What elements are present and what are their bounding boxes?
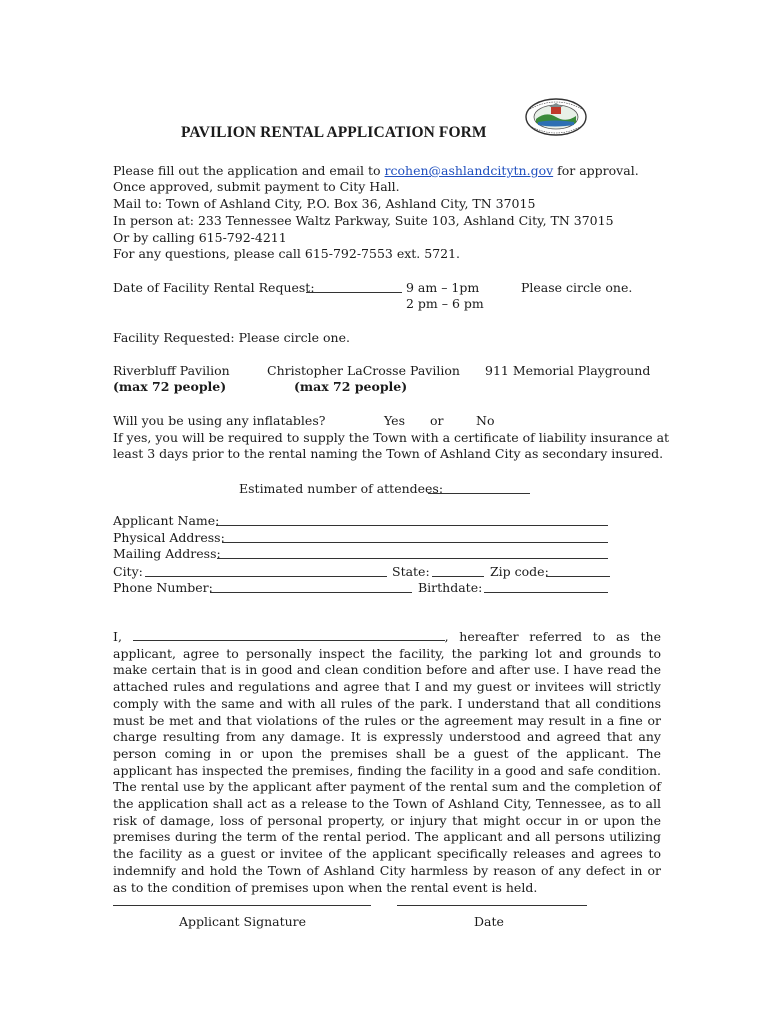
facility-option-lacrosse[interactable]: Christopher LaCrosse Pavilion bbox=[267, 363, 460, 378]
attendees-blank[interactable] bbox=[428, 482, 530, 494]
physical-address-field[interactable] bbox=[222, 531, 608, 543]
intro-line-email bbox=[113, 163, 639, 179]
attendees-label: Estimated number of attendees: bbox=[239, 481, 444, 496]
agreement-paragraph bbox=[113, 629, 661, 896]
applicant-signature-label: Applicant Signature bbox=[179, 914, 307, 929]
facility-option-playground[interactable]: 911 Memorial Playground bbox=[485, 363, 651, 378]
mailing-address-field[interactable] bbox=[217, 547, 608, 559]
state-field[interactable] bbox=[432, 565, 484, 577]
physical-address-label: Physical Address: bbox=[113, 530, 225, 545]
inflatables-yes[interactable]: Yes bbox=[384, 413, 405, 428]
inflatables-note-2: least 3 days prior to the rental naming the Town of Ashland City as secondary insured. bbox=[113, 446, 664, 461]
city-label: City: bbox=[113, 564, 143, 579]
form-title: PAVILION RENTAL APPLICATION FORM bbox=[181, 124, 487, 141]
applicant-name-label: Applicant Name: bbox=[113, 513, 220, 528]
signature-date-label: Date bbox=[474, 914, 504, 929]
facility-capacity-riverbluff: (max 72 people) bbox=[113, 379, 227, 394]
zip-label: Zip code: bbox=[490, 564, 549, 579]
town-seal-logo-icon bbox=[524, 97, 588, 137]
intro-line-payment: Once approved, submit payment to City Hall. bbox=[113, 179, 400, 194]
signature-date-line[interactable] bbox=[397, 905, 587, 906]
date-request-label: Date of Facility Rental Request: bbox=[113, 280, 315, 295]
phone-label: Phone Number: bbox=[113, 580, 213, 595]
agreement-prefix: I, bbox=[113, 629, 122, 644]
birthdate-label: Birthdate: bbox=[418, 580, 483, 595]
date-request-note: Please circle one. bbox=[521, 280, 633, 295]
inflatables-no[interactable]: No bbox=[476, 413, 495, 428]
email-link[interactable]: rcohen@ashlandcitytn.gov bbox=[384, 163, 554, 178]
facility-option-riverbluff[interactable]: Riverbluff Pavilion bbox=[113, 363, 230, 378]
birthdate-field[interactable] bbox=[484, 581, 608, 593]
inflatables-note-1: If yes, you will be required to supply the Town with a certificate of liability insurance at bbox=[113, 430, 670, 445]
intro-line-phone: Or by calling 615-792-4211 bbox=[113, 230, 287, 245]
time-option-morning[interactable]: 9 am – 1pm bbox=[406, 280, 480, 295]
applicant-name-field[interactable] bbox=[216, 514, 608, 526]
facility-capacity-lacrosse: (max 72 people) bbox=[294, 379, 408, 394]
intro-line-mail: Mail to: Town of Ashland City, P.O. Box 36, Ashland City, TN 37015 bbox=[113, 196, 536, 211]
state-label: State: bbox=[392, 564, 430, 579]
time-option-afternoon[interactable]: 2 pm – 6 pm bbox=[406, 296, 484, 311]
inflatables-question: Will you be using any inflatables? bbox=[113, 413, 326, 428]
date-request-blank[interactable] bbox=[306, 281, 402, 293]
intro-text: for approval. bbox=[553, 163, 639, 178]
zip-field[interactable] bbox=[546, 565, 610, 577]
facility-label: Facility Requested: Please circle one. bbox=[113, 330, 350, 345]
agreement-name-blank[interactable] bbox=[133, 629, 445, 641]
applicant-signature-line[interactable] bbox=[113, 905, 371, 906]
intro-text: Please fill out the application and email to bbox=[113, 163, 385, 178]
city-field[interactable] bbox=[145, 565, 387, 577]
intro-line-in-person: In person at: 233 Tennessee Waltz Parkway, Suite 103, Ashland City, TN 37015 bbox=[113, 213, 614, 228]
intro-line-questions: For any questions, please call 615-792-7553 ext. 5721. bbox=[113, 246, 461, 261]
mailing-address-label: Mailing Address: bbox=[113, 546, 221, 561]
inflatables-or: or bbox=[430, 413, 444, 428]
phone-field[interactable] bbox=[210, 581, 412, 593]
agreement-text: , hereafter referred to as the applicant, agree to personally inspect the facility, the parking lot and grounds to make certain that is in good and clean condition before and after use. I have read the attached rules and regulations and agree that I and my guest or invitees will strictly comply with the same and with all rules of the park. I understand that all conditions must be met and that violations of the rules or the agreement may result in a fine or charge resulting from any damage. It is expressly understood and agreed that any person coming in or upon the premises shall be a guest of the applicant. The applicant has inspected the premises, finding the facility in a good and safe condition. The rental use by the applicant after payment of the rental sum and the completion of the application shall act as a release to the Town of Ashland City, Tennessee, as to all risk of damage, loss of personal property, or injury that might occur in or upon the premises during the term of the rental period. The applicant and all persons utilizing the facility as a guest or invitee of the applicant specifically releases and agrees to indemnify and hold the Town of Ashland City harmless by reason of any defect in or as to the condition of premises upon when the rental event is held. bbox=[113, 629, 661, 895]
